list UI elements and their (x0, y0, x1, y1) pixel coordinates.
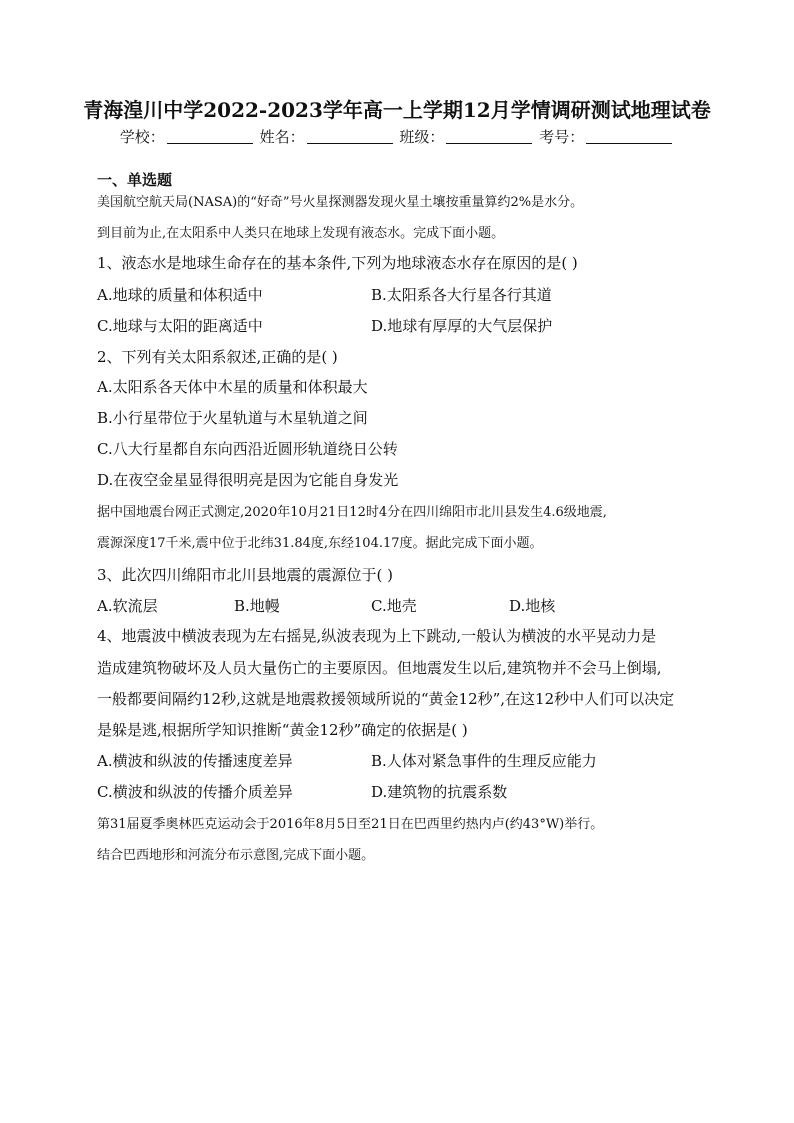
question-4-stem-line-1: 4、地震波中横波表现为左右摇晃,纵波表现为上下跳动,一般认为横波的水平晃动力是 (97, 627, 657, 645)
page-title: 青海湟川中学2022-2023学年高一上学期12月学情调研测试地理试卷 (83, 98, 711, 122)
material-1-line-2: 到目前为止,在太阳系中人类只在地球上发现有液态水。完成下面小题。 (97, 226, 505, 241)
question-4-stem-line-3: 一般都要间隔约12秒,这就是地震救援领域所说的“黄金12秒”,在这12秒中人们可以决定 (97, 690, 675, 708)
question-3-option-d[interactable]: D.地核 (509, 597, 556, 615)
material-1-line-1: 美国航空航天局(NASA)的“好奇”号火星探测器发现火星土壤按重量算约2%是水分。 (97, 195, 584, 210)
question-1-option-c[interactable]: C.地球与太阳的距离适中 (97, 317, 263, 335)
question-4-stem-line-2: 造成建筑物破坏及人员大量伤亡的主要原因。但地震发生以后,建筑物并不会马上倒塌, (97, 659, 662, 677)
material-2-line-1: 据中国地震台网正式测定,2020年10月21日12时4分在四川绵阳市北川县发生4.6级地震, (97, 505, 607, 520)
question-2-option-c[interactable]: C.八大行星都自东向西沿近圆形轨道绕日公转 (97, 440, 398, 458)
section-heading: 一、单选题 (97, 171, 173, 189)
question-2-option-d[interactable]: D.在夜空金星显得很明亮是因为它能自身发光 (97, 471, 399, 489)
question-4-stem-line-4: 是躲是逃,根据所学知识推断“黄金12秒”确定的依据是( ) (97, 721, 468, 739)
class-blank[interactable] (446, 129, 532, 144)
question-1-option-a[interactable]: A.地球的质量和体积适中 (97, 286, 263, 304)
question-1-option-d[interactable]: D.地球有厚厚的大气层保护 (371, 317, 553, 335)
question-4-option-a[interactable]: A.横波和纵波的传播速度差异 (97, 752, 293, 770)
question-3-option-c[interactable]: C.地壳 (371, 597, 417, 615)
question-4-option-c[interactable]: C.横波和纵波的传播介质差异 (97, 783, 293, 801)
question-2-stem: 2、下列有关太阳系叙述,正确的是( ) (97, 348, 338, 366)
question-1-option-b[interactable]: B.太阳系各大行星各行其道 (371, 286, 552, 304)
material-2-line-2: 震源深度17千米,震中位于北纬31.84度,东经104.17度。据此完成下面小题。 (97, 536, 543, 551)
number-blank[interactable] (586, 129, 672, 144)
question-3-option-b[interactable]: B.地幔 (234, 597, 280, 615)
school-blank[interactable] (167, 129, 253, 144)
question-3-stem: 3、此次四川绵阳市北川县地震的震源位于( ) (97, 566, 394, 584)
question-4-option-d[interactable]: D.建筑物的抗震系数 (371, 783, 508, 801)
class-label: 班级： (399, 128, 445, 146)
number-label: 考号： (539, 128, 585, 146)
school-label: 学校： (119, 128, 165, 146)
name-blank[interactable] (307, 129, 393, 144)
student-info-row (0, 126, 794, 147)
question-2-option-b[interactable]: B.小行星带位于火星轨道与木星轨道之间 (97, 409, 368, 427)
material-3-line-2: 结合巴西地形和河流分布示意图,完成下面小题。 (97, 848, 375, 863)
material-3-line-1: 第31届夏季奥林匹克运动会于2016年8月5日至21日在巴西里约热内卢(约43°W)举行。 (97, 817, 604, 832)
question-1-stem: 1、液态水是地球生命存在的基本条件,下列为地球液态水存在原因的是( ) (97, 254, 578, 272)
question-3-option-a[interactable]: A.软流层 (97, 597, 158, 615)
name-label: 姓名： (259, 128, 305, 146)
question-4-option-b[interactable]: B.人体对紧急事件的生理反应能力 (371, 752, 597, 770)
question-2-option-a[interactable]: A.太阳系各天体中木星的质量和体积最大 (97, 378, 368, 396)
